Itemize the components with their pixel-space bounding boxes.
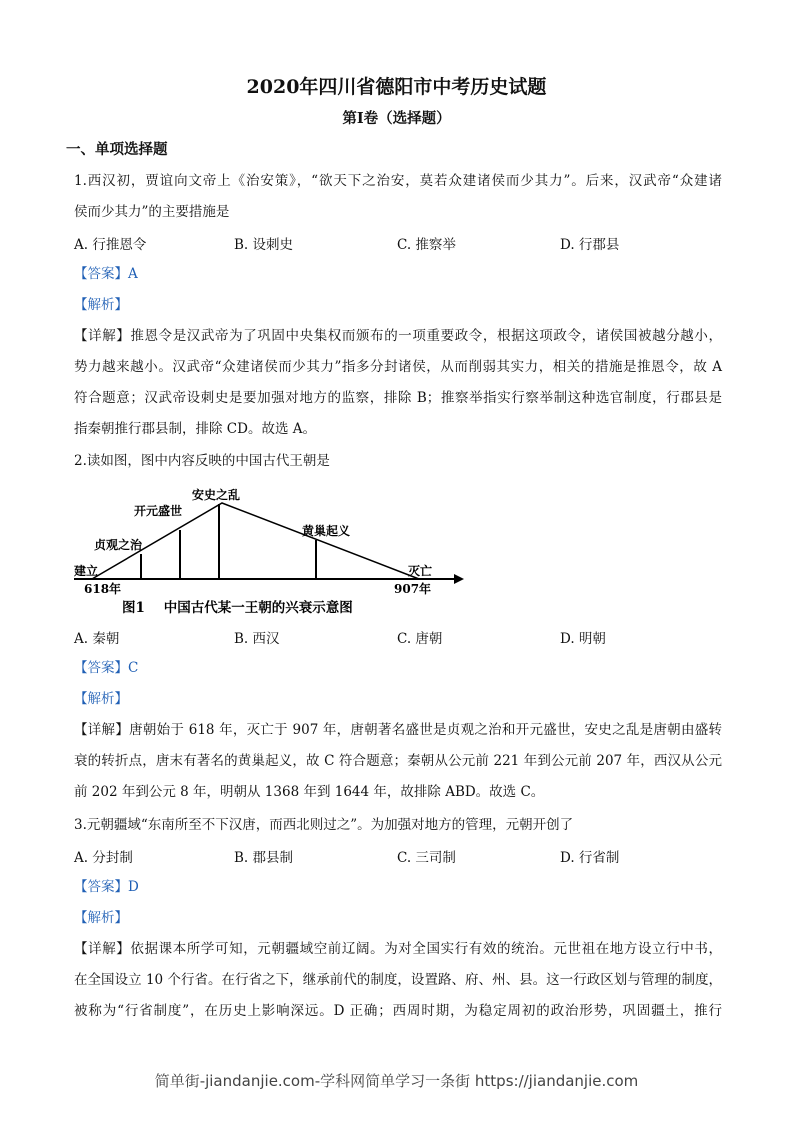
explanation-text: 【详解】唐朝始于 618 年，灭亡于 907 年，唐朝著名盛世是贞观之治和开元盛世，安史之乱是唐朝由盛转 <box>74 722 722 738</box>
answer-label: 【答案】A <box>74 266 138 282</box>
option-b: B. 郡县制 <box>234 850 294 866</box>
option-a: A. 秦朝 <box>74 631 120 647</box>
option-c: C. 三司制 <box>397 850 456 866</box>
arrow-head-icon <box>454 574 464 584</box>
explanation-text: 前 202 年到公元 8 年，明朝从 1368 年到 1644 年，故排除 ABD。故选 C。 <box>74 784 545 800</box>
page-subtitle: 第Ⅰ卷（选择题） <box>342 110 451 127</box>
explanation-text: 在全国设立 10 个行省。在行省之下，继承前代的制度，设置路、府、州、县。这一行政区划与管理的制度， <box>74 972 722 988</box>
option-a: A. 行推恩令 <box>74 237 147 253</box>
question-text: 2.读如图，图中内容反映的中国古代王朝是 <box>74 453 330 469</box>
section-heading: 一、单项选择题 <box>66 141 168 158</box>
explanation-text: 【详解】推恩令是汉武帝为了巩固中央集权而颁布的一项重要政令，根据这项政令，诸侯国被越分越小， <box>74 328 722 344</box>
page-title: 2020年四川省德阳市中考历史试题 <box>246 76 547 98</box>
explanation-text: 符合题意；汉武帝设刺史是要加强对地方的监察，排除 B；推察举指实行察举制这种选官制度，行郡县是 <box>74 390 722 406</box>
event-label: 贞观之治 <box>94 538 143 552</box>
figure-caption: 图1 中国古代某一王朝的兴衰示意图 <box>122 600 353 616</box>
option-d: D. 行郡县 <box>560 237 620 253</box>
analysis-label: 【解析】 <box>74 910 128 926</box>
option-c: C. 推察举 <box>397 237 456 253</box>
option-d: D. 行省制 <box>560 850 620 866</box>
option-b: B. 设刺史 <box>234 237 294 253</box>
question-text: 侯而少其力”的主要措施是 <box>74 204 230 220</box>
dynasty-rise-fall-figure <box>74 483 464 618</box>
answer-label: 【答案】C <box>74 660 139 676</box>
footer-watermark: 简单街-jiandanjie.com-学科网简单学习一条街 https://jiandanjie.com <box>154 1072 639 1090</box>
explanation-text: 衰的转折点，唐末有著名的黄巢起义，故 C 符合题意；秦朝从公元前 221 年到公元前 207 年，西汉从公元 <box>74 753 722 769</box>
option-c: C. 唐朝 <box>397 631 443 647</box>
question-text: 3.元朝疆域“东南所至不下汉唐，而西北则过之”。为加强对地方的管理，元朝开创了 <box>74 817 574 833</box>
analysis-label: 【解析】 <box>74 691 128 707</box>
analysis-label: 【解析】 <box>74 297 128 313</box>
event-label: 安史之乱 <box>192 488 241 502</box>
start-year: 618年 <box>84 582 122 596</box>
end-label: 灭亡 <box>408 564 433 578</box>
question-text: 1.西汉初，贾谊向文帝上《治安策》，“欲天下之治安，莫若众建诸侯而少其力”。后来，汉武帝“众建诸 <box>74 173 722 189</box>
answer-label: 【答案】D <box>74 879 139 895</box>
end-year: 907年 <box>394 582 432 596</box>
explanation-text: 被称为“行省制度”，在历史上影响深远。D 正确；西周时期，为稳定周初的政治形势，巩固疆土，推行 <box>74 1003 722 1019</box>
event-label: 开元盛世 <box>134 504 183 518</box>
option-a: A. 分封制 <box>74 850 133 866</box>
start-label: 建立 <box>74 564 99 578</box>
event-label: 黄巢起义 <box>302 524 351 538</box>
explanation-text: 【详解】依据课本所学可知，元朝疆域空前辽阔。为对全国实行有效的统治。元世祖在地方设立行中书， <box>74 941 722 957</box>
explanation-text: 势力越来越小。汉武帝“众建诸侯而少其力”指多分封诸侯，从而削弱其实力，相关的措施是推恩令，故 A <box>74 359 722 375</box>
explanation-text: 指秦朝推行郡县制，排除 CD。故选 A。 <box>74 421 316 437</box>
option-b: B. 西汉 <box>234 631 280 647</box>
option-d: D. 明朝 <box>560 631 606 647</box>
